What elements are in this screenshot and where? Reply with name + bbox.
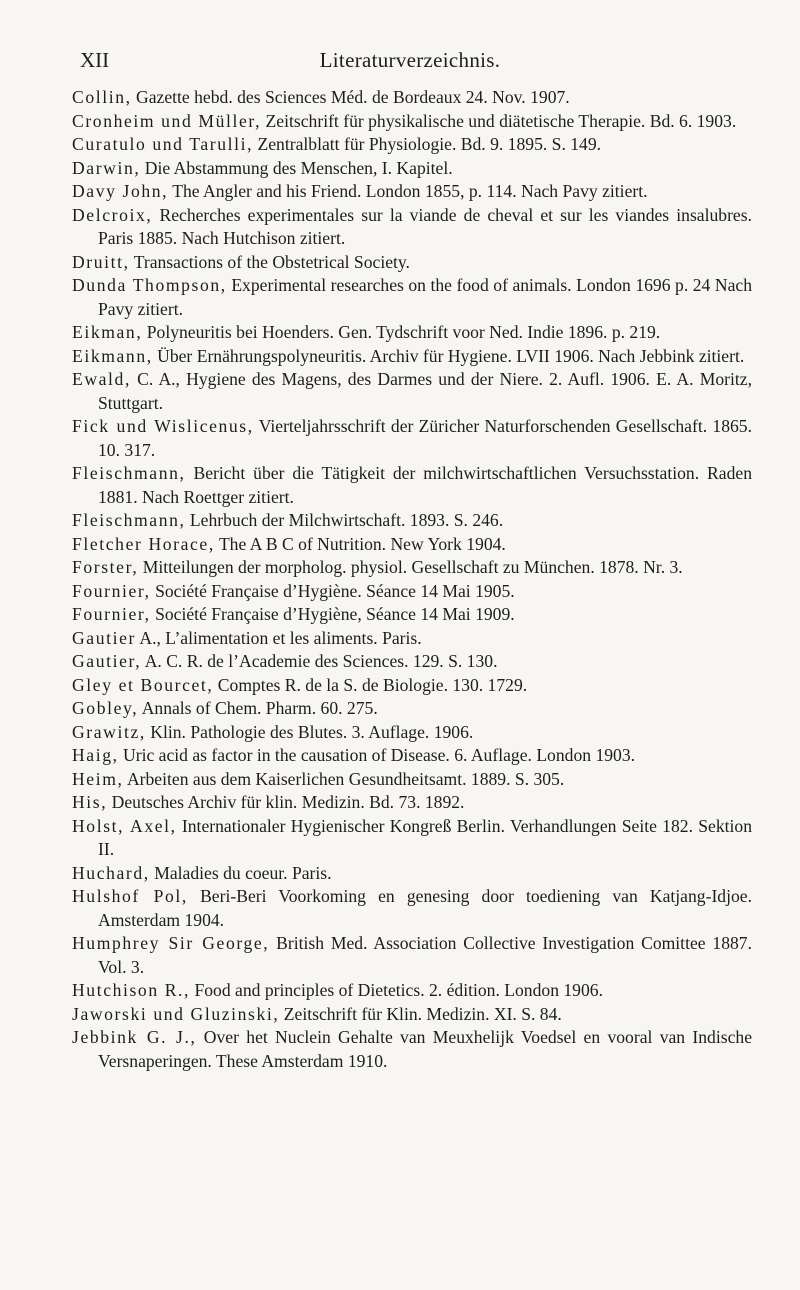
reference-author: Eikman, [72,322,143,342]
reference-text: Bericht über die Tätigkeit der milchwirtschaftlichen Versuchsstation. Raden 1881. Nach Roettger zitiert. [98,463,752,507]
reference-entry [72,157,752,181]
reference-entry [72,180,752,204]
reference-author: Jaworski und Gluzinski, [72,1003,280,1024]
reference-text: Internationaler Hygienischer Kongreß Berlin. Verhandlungen Seite 182. Sektion II. [98,815,753,859]
reference-entry [72,345,752,369]
reference-text: Food and principles of Dietetics. 2. édition. London 1906. [194,980,603,1000]
reference-entry [72,556,752,580]
reference-author: Darwin, [72,157,141,178]
reference-text: Société Française d’Hygiène, Séance 14 Mai 1909. [155,604,515,624]
reference-text: Klin. Pathologie des Blutes. 3. Auflage. 1906. [150,721,474,742]
reference-text: Comptes R. de la S. de Biologie. 130. 1729. [217,674,528,695]
reference-text: Maladies du coeur. Paris. [154,862,332,883]
page-title: Literaturverzeichnis. [319,48,501,72]
reference-entry [72,251,752,275]
reference-text: Vierteljahrsschrift der Züricher Naturforschenden Gesellschaft. 1865. 10. 317. [98,416,752,460]
reference-entry [72,274,752,321]
reference-author: Fletcher Horace, [72,533,215,554]
reference-author: Curatulo und Tarulli, [72,134,254,154]
reference-text: Arbeiten aus dem Kaiserlichen Gesundheitsamt. 1889. S. 305. [126,768,565,789]
reference-entry [72,979,752,1003]
reference-text: Over het Nuclein Gehalte van Meuxhelijk Voedsel en vooral van Indische Versnaperingen. These Amsterdam 1910. [98,1027,752,1071]
reference-text: Die Abstammung des Menschen, I. Kapitel. [144,157,453,178]
reference-entry [72,86,752,110]
reference-author: Fournier, [72,604,151,624]
reference-text: The Angler and his Friend. London 1855, p. 114. Nach Pavy zitiert. [172,181,648,201]
reference-author: Forster, [72,557,139,577]
reference-text: Lehrbuch der Milchwirtschaft. 1893. S. 246. [189,510,504,530]
reference-author: Collin, [72,87,132,107]
reference-list [72,86,752,1073]
reference-author: Ewald, [72,369,131,389]
reference-entry [72,627,752,651]
reference-text: Deutsches Archiv für klin. Medizin. Bd. 73. 1892. [111,792,465,812]
reference-entry [72,533,752,557]
reference-author: Haig, [72,745,119,765]
page-header [80,48,740,78]
reference-entry [72,133,752,157]
reference-author: Gautier [72,627,136,648]
reference-entry [72,415,752,462]
reference-entry [72,862,752,886]
reference-author: Druitt, [72,251,130,272]
reference-entry [72,721,752,745]
reference-entry [72,580,752,604]
reference-author: Delcroix, [72,204,153,225]
reference-author: Gautier, [72,651,142,671]
reference-entry [72,768,752,792]
reference-author: Cronheim und Müller, [72,110,262,131]
reference-author: Dunda Thompson, [72,275,227,295]
reference-entry [72,1003,752,1027]
reference-entry [72,815,752,862]
reference-author: Gley et Bourcet, [72,674,214,695]
reference-entry [72,885,752,932]
reference-entry [72,791,752,815]
reference-author: Fleischmann, [72,510,186,530]
reference-author: Humphrey Sir George, [72,933,270,953]
reference-entry [72,1026,752,1073]
reference-entry [72,368,752,415]
reference-entry [72,603,752,627]
reference-text: Zeitschrift für Klin. Medizin. XI. S. 84. [283,1003,562,1024]
reference-author: Gobley, [72,698,139,718]
reference-text: Recherches experimentales sur la viande de cheval et sur les viandes insalubres. Paris 1885. Nach Hutchison zitiert. [98,204,752,248]
reference-text: British Med. Association Collective Investigation Comittee 1887. Vol. 3. [98,933,752,977]
reference-text: Uric acid as factor in the causation of Disease. 6. Auflage. London 1903. [123,745,636,765]
reference-text: C. A., Hygiene des Magens, des Darmes und der Niere. 2. Aufl. 1906. E. A. Moritz, Stuttgart. [98,369,752,413]
reference-author: Hutchison R., [72,980,191,1000]
reference-text: Société Française d’Hygiène. Séance 14 Mai 1905. [155,580,515,601]
reference-author: Heim, [72,768,124,789]
reference-text: Experimental researches on the food of animals. London 1696 p. 24 Nach Pavy zitiert. [98,275,752,319]
reference-author: His, [72,792,108,812]
reference-author: Fleischmann, [72,463,186,483]
reference-author: Huchard, [72,862,150,883]
reference-author: Grawitz, [72,721,146,742]
reference-text: Beri-Beri Voorkoming en genesing door toediening van Katjang-Idjoe. Amsterdam 1904. [98,886,752,930]
reference-text: Transactions of the Obstetrical Society. [133,251,410,272]
reference-author: Fournier, [72,580,151,601]
reference-text: Zentralblatt für Physiologie. Bd. 9. 1895. S. 149. [257,134,602,154]
reference-text: A. C. R. de l’Academie des Sciences. 129. S. 130. [144,651,498,671]
reference-text: Mitteilungen der morpholog. physiol. Gesellschaft zu München. 1878. Nr. 3. [142,557,683,577]
reference-author: Holst, Axel, [72,815,177,836]
reference-entry [72,744,752,768]
reference-author: Fick und Wislicenus, [72,416,254,436]
reference-entry [72,697,752,721]
reference-text: Polyneuritis bei Hoenders. Gen. Tydschrift voor Ned. Indie 1896. p. 219. [146,322,661,342]
reference-text: The A B C of Nutrition. New York 1904. [218,533,506,554]
reference-entry [72,932,752,979]
reference-author: Davy John, [72,181,169,201]
reference-text: Annals of Chem. Pharm. 60. 275. [141,698,378,718]
reference-text: Zeitschrift für physikalische und diätetische Therapie. Bd. 6. 1903. [265,110,737,131]
reference-entry [72,204,752,251]
reference-author: Hulshof Pol, [72,886,188,906]
reference-text: Gazette hebd. des Sciences Méd. de Bordeaux 24. Nov. 1907. [136,87,570,107]
reference-entry [72,321,752,345]
reference-author: Jebbink G. J., [72,1027,197,1047]
page-number: XII [80,48,110,72]
reference-entry [72,674,752,698]
reference-entry [72,110,752,134]
reference-entry [72,462,752,509]
reference-author: Eikmann, [72,345,153,366]
reference-entry [72,509,752,533]
reference-text: A., L’alimentation et les aliments. Paris. [139,627,422,648]
reference-text: Über Ernährungspolyneuritis. Archiv für Hygiene. LVII 1906. Nach Jebbink zitiert. [157,345,745,366]
reference-entry [72,650,752,674]
